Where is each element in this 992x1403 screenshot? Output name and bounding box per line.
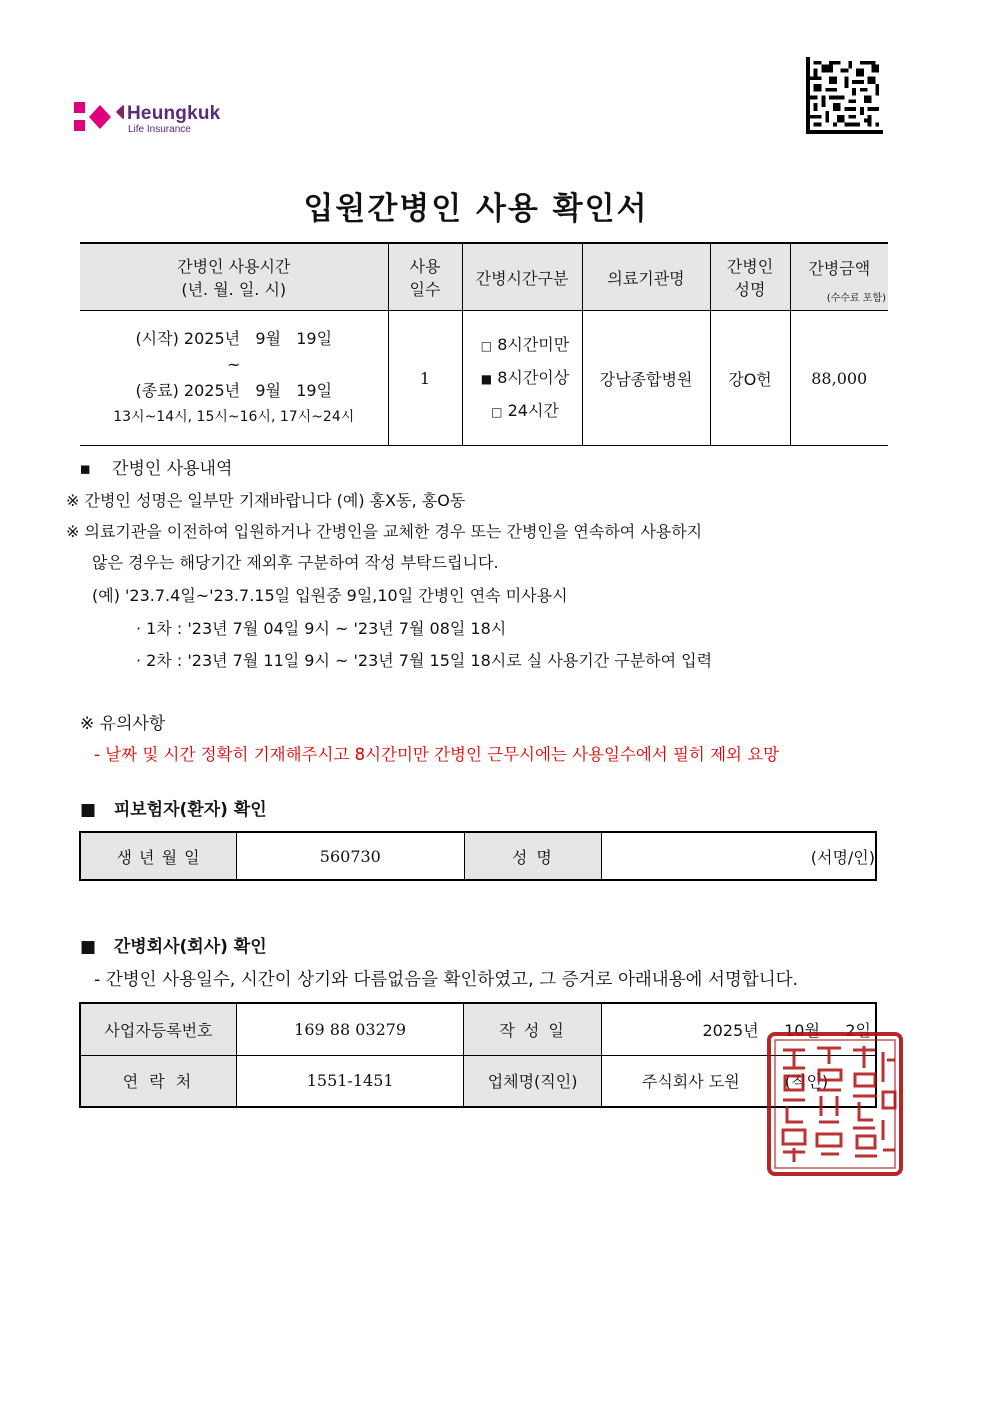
note-line-2: ※ 의료기관을 이전하여 입원하거나 간병인을 교체한 경우 또는 간병인을 연속하여 사용하지: [66, 522, 703, 541]
option-label: 8시간미만: [497, 334, 570, 354]
dob-value: 560730: [237, 832, 465, 880]
document-title: 입원간병인 사용 확인서: [303, 191, 649, 227]
option-label: 24시간: [507, 400, 559, 420]
header-amount-label: 간병금액: [808, 259, 871, 278]
note-line-1: ※ 간병인 성명은 일부만 기재바랍니다 (예) 홍X동, 홍O동: [66, 491, 466, 510]
qr-code-icon: [806, 57, 883, 134]
note-line-6: · 2차 : '23년 7월 11일 9시 ~ '23년 7월 15일 18시로 실 사용기간 구분하여 입력: [136, 651, 713, 670]
header-name-line1: 간병인: [726, 257, 774, 276]
option-24h: [469, 395, 582, 428]
hospital-name: 강남종합병원: [582, 311, 710, 446]
patient-signature-field[interactable]: [602, 832, 876, 880]
header-period: [80, 243, 388, 311]
company-name-label: 업체명(직인): [464, 1055, 602, 1107]
header-days-line1: 사용: [409, 257, 441, 276]
header-period-line2: (년. 월. 일. 시): [181, 280, 287, 299]
period-times: 13시~14시, 15시~16시, 17시~24시: [113, 409, 355, 425]
patient-heading: ■ 피보험자(환자) 확인: [80, 800, 267, 820]
caution-text: - 날짜 및 시간 정확히 기재해주시고 8시간미만 간병인 근무시에는 사용일수에서 필히 제외 요망: [94, 745, 780, 764]
note-line-4: (예) '23.7.4일~'23.7.15일 입원중 9일,10일 간병인 연속 미사용시: [92, 586, 568, 605]
period-end: (종료) 2025년 9월 19일: [135, 381, 333, 400]
period-tilde: ~: [227, 355, 241, 374]
header-period-line1: 간병인 사용시간: [177, 257, 291, 276]
header-days-line2: 일수: [409, 280, 441, 299]
table-header-row: [80, 243, 888, 311]
date-value: 2025년 10월 2일: [601, 1003, 876, 1055]
checkbox-icon: □: [480, 338, 493, 353]
company-statement: - 간병인 사용일수, 시간이 상기와 다름없음을 확인하였고, 그 증거로 아래내용에 서명합니다.: [94, 970, 799, 990]
company-heading: ■ 간병회사(회사) 확인: [80, 937, 267, 957]
header-type: 간병시간구분: [462, 243, 582, 311]
reg-number-label: 사업자등록번호: [80, 1003, 236, 1055]
caregiver-usage-table: [80, 242, 888, 446]
contact-label: 연 락 처: [80, 1055, 236, 1107]
signature-note: (서명/인): [810, 847, 875, 867]
square-bullet-icon: ■: [80, 462, 91, 476]
table-row: [80, 1003, 876, 1055]
usage-details-heading: [80, 454, 232, 479]
heungkuk-logo-icon: [74, 102, 124, 134]
note-line-5: · 1차 : '23년 7월 04일 9시 ~ '23년 7월 08일 18시: [136, 619, 507, 638]
header-caregiver-name: [710, 243, 790, 311]
patient-name-label: 성 명: [464, 832, 602, 880]
usage-period-cell: [80, 311, 388, 446]
table-row: [80, 1055, 876, 1107]
logo-name: Heungkuk: [127, 103, 221, 124]
note-line-3: 않은 경우는 해당기간 제외후 구분하여 작성 부탁드립니다.: [92, 553, 499, 572]
option-under-8h: [469, 329, 582, 362]
reg-number-value: 169 88 03279: [236, 1003, 463, 1055]
option-label: 8시간이상: [497, 367, 570, 387]
header-hospital: 의료기관명: [582, 243, 710, 311]
patient-table: [79, 831, 877, 881]
date-label: 작 성 일: [464, 1003, 602, 1055]
contact-value: 1551-1451: [236, 1055, 463, 1107]
company-table: [79, 1002, 877, 1108]
period-start: (시작) 2025년 9월 19일: [135, 329, 333, 348]
header-amount: [790, 243, 888, 311]
checkbox-checked-icon: ■: [480, 371, 493, 386]
table-row: [80, 311, 888, 446]
header-amount-note: (수수료 포함): [826, 293, 886, 304]
usage-details-heading-text: 간병인 사용내역: [112, 459, 233, 479]
company-name: 주식회사 도원: [641, 1072, 740, 1092]
checkbox-icon: □: [491, 404, 503, 419]
header-days: [388, 243, 462, 311]
company-seal-icon: [765, 1030, 905, 1178]
logo-subtitle: Life Insurance: [128, 124, 191, 135]
seal-note: (직인): [784, 1072, 829, 1092]
option-8h-plus: [469, 362, 582, 395]
care-time-options: [462, 311, 582, 446]
caregiver-name: 강O헌: [710, 311, 790, 446]
dob-label: 생 년 월 일: [80, 832, 237, 880]
usage-days: 1: [388, 311, 462, 446]
care-amount: 88,000: [790, 311, 888, 446]
header-name-line2: 성명: [734, 280, 766, 299]
caution-heading: ※ 유의사항: [80, 714, 166, 734]
table-row: [80, 832, 876, 880]
